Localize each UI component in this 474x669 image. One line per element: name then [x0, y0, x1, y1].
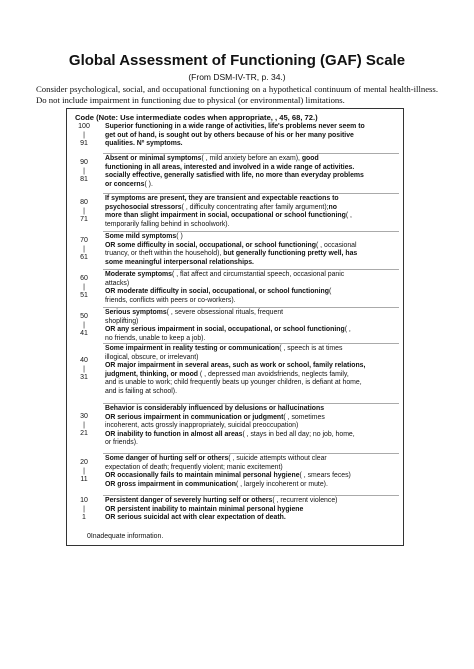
bold-text: or concerns [105, 180, 145, 188]
plain-text: illogical, obscure, or irrelevant) [105, 353, 199, 361]
row-description [105, 155, 397, 189]
row-separator [103, 343, 399, 344]
row-description [105, 123, 397, 149]
plain-text: temporarily falling behind in schoolwork). [105, 220, 230, 228]
row-description [105, 405, 397, 448]
row-description [105, 195, 397, 229]
code-range [67, 159, 101, 185]
description-line [105, 431, 397, 440]
code-high: 60 [80, 275, 88, 282]
bold-text: OR some difficulty in social, occupational, or school functioning [105, 241, 316, 249]
code-high: 50 [80, 313, 88, 320]
code-range [67, 123, 101, 149]
plain-text: ( , sometimes [283, 413, 325, 421]
description-line [105, 472, 397, 481]
code-low: 41 [80, 330, 88, 337]
code-range [67, 275, 101, 301]
code-note: Code (Note: Use intermediate codes when appropriate, , 45, 68, 72.) [75, 113, 318, 122]
description-line [105, 195, 397, 204]
code-high: 100 [78, 123, 90, 130]
description-line [105, 362, 397, 371]
code-low: 11 [80, 476, 88, 483]
bold-text: OR inability to function in almost all areas [105, 430, 243, 438]
bold-text: OR gross impairment in communication [105, 480, 236, 488]
description-line [105, 388, 397, 397]
plain-text: friends, conflicts with peers or co-workers). [105, 296, 236, 304]
code-low: 1 [82, 514, 86, 521]
row-separator [103, 495, 399, 496]
code-range [67, 497, 101, 523]
code-bar: | [83, 245, 85, 253]
description-line [105, 309, 397, 318]
row-separator [103, 453, 399, 454]
code-bar: | [83, 283, 85, 291]
description-line [105, 371, 397, 380]
plain-text: ( , occasional [315, 241, 357, 249]
bold-text: OR persistent inability to maintain minimal personal hygiene [105, 505, 304, 513]
plain-text: ( , severe obsessional rituals, frequent [166, 309, 284, 316]
bold-text: Absent or minimal symptoms [105, 155, 202, 162]
code-bar: | [83, 321, 85, 329]
plain-text: and is unable to work; child frequently beats up younger children, is defiant at home, [105, 379, 362, 386]
description-line [105, 318, 397, 327]
code-low: 51 [80, 292, 88, 299]
row-description [105, 455, 397, 489]
code-range [67, 199, 101, 225]
code-bar: | [83, 421, 85, 429]
description-line [105, 250, 397, 259]
plain-text: ( , smears feces) [299, 472, 351, 479]
description-line [105, 405, 397, 414]
row-description [105, 233, 397, 267]
description-line [105, 379, 397, 388]
code-bar: | [83, 505, 85, 513]
plain-text: and is failing at school). [105, 387, 178, 395]
description-line [105, 172, 397, 181]
row-description [105, 497, 397, 523]
plain-text: ( , recurrent violence) [272, 497, 338, 504]
bold-text: socially effective, generally satisfied with life, no more than everyday problems [105, 172, 364, 179]
description-line [105, 155, 397, 164]
code-high: 70 [80, 237, 88, 244]
description-line [105, 280, 397, 289]
plain-text: ( [328, 288, 332, 295]
plain-text: ( , suicide attempts without clear [228, 455, 327, 462]
row-separator [103, 403, 399, 404]
description-line [105, 464, 397, 473]
description-line [105, 345, 397, 354]
bold-text: functioning in all areas, interested and involved in a wide range of activities. [105, 163, 355, 171]
code-low: 61 [80, 254, 88, 261]
description-line [105, 164, 397, 173]
description-line [105, 455, 397, 464]
page-title: Global Assessment of Functioning (GAF) Scale [68, 52, 406, 69]
code-range [67, 413, 101, 439]
code-low: 31 [80, 374, 88, 381]
description-line [105, 212, 397, 221]
row-separator [103, 193, 399, 194]
code-high: 80 [80, 199, 88, 206]
plain-text: ( , largely incoherent or mute). [235, 480, 328, 488]
bold-text: get out of hand, is sought out by others because of his or her many positive [105, 131, 354, 139]
row-separator [103, 153, 399, 154]
bold-text: good [301, 155, 319, 162]
code-bar: | [83, 131, 85, 139]
code-low: 71 [80, 216, 88, 223]
description-line [105, 259, 397, 268]
description-line [105, 221, 397, 230]
code-high: 10 [80, 497, 88, 504]
intro-paragraph: Consider psychological, social, and occupational functioning on a hypothetical continuum of mental health-illness. Do not include impairment in functioning due to physical (or environmental) limitations. [36, 84, 438, 105]
bold-text: judgment, thinking, or mood [105, 370, 199, 378]
description-line [105, 233, 397, 242]
bold-text: but generally functioning pretty well, has [223, 250, 358, 257]
code-range [67, 459, 101, 485]
description-line [105, 123, 397, 132]
description-line [105, 414, 397, 423]
code-low: 21 [80, 430, 88, 437]
bold-text: Serious symptoms [105, 309, 167, 316]
description-line [105, 354, 397, 363]
bold-text: If symptoms are present, they are transient and expectable reactions to [105, 195, 339, 202]
row-separator [103, 269, 399, 270]
plain-text: ( ). [144, 180, 153, 188]
description-line [105, 506, 397, 515]
bold-text: some meaningful interpersonal relationships. [105, 258, 254, 266]
code-high: 20 [80, 459, 88, 466]
plain-text: ( , [344, 326, 351, 333]
plain-text: or friends). [105, 439, 138, 446]
bold-text: no [328, 203, 337, 211]
description-line [105, 140, 397, 149]
bold-text: OR major impairment in several areas, such as work or school, family relations, [105, 362, 366, 369]
plain-text: ( , flat affect and circumstantial speech, occasional panic [172, 271, 345, 278]
description-line [105, 481, 397, 490]
plain-text: attacks) [105, 279, 130, 287]
description-line [105, 439, 397, 448]
bold-text: Persistent danger of severely hurting self or others [105, 497, 273, 504]
bold-text: Some mild symptoms [105, 233, 177, 240]
row-separator [103, 307, 399, 308]
code-range [67, 357, 101, 383]
gaf-scale-box [66, 108, 404, 546]
description-line [105, 335, 397, 344]
code-bar: | [83, 207, 85, 215]
code-bar: | [83, 167, 85, 175]
plain-text: ( , difficulty concentrating after family argument); [181, 203, 329, 211]
bold-text: OR occasionally fails to maintain minimal personal hygiene [105, 472, 300, 479]
bold-text: OR serious suicidal act with clear expectation of death. [105, 514, 286, 521]
plain-text: truancy, or theft within the household), [105, 250, 224, 257]
plain-text: ( , speech is at times [279, 345, 343, 352]
bold-text: Behavior is considerably influenced by delusions or hallucinations [105, 405, 325, 412]
code-range [67, 313, 101, 339]
code-bar: | [83, 467, 85, 475]
plain-text: ( , depressed man avoidsfriends, neglects family, [198, 370, 349, 378]
description-line [105, 271, 397, 280]
description-line [105, 242, 397, 251]
row-description [105, 271, 397, 305]
inadequate-information-note: 0Inadequate information. [87, 533, 164, 540]
code-low: 81 [80, 176, 88, 183]
page-subtitle: (From DSM-IV-TR, p. 34.) [188, 72, 286, 82]
row-separator [103, 231, 399, 232]
plain-text: shoplifting) [105, 317, 139, 325]
description-line [105, 204, 397, 213]
bold-text: Some danger of hurting self or others [105, 455, 229, 462]
description-line [105, 297, 397, 306]
row-description [105, 345, 397, 396]
description-line [105, 181, 397, 190]
bold-text: OR any serious impairment in social, occupational, or school functioning [105, 326, 345, 333]
code-range [67, 237, 101, 263]
code-bar: | [83, 365, 85, 373]
plain-text: expectation of death; frequently violent; manic excitement) [105, 463, 283, 471]
plain-text: ( , stays in bed all day; no job, home, [242, 430, 355, 438]
bold-text: Some impairment in reality testing or communication [105, 345, 280, 352]
plain-text: no friends, unable to keep a job). [105, 334, 206, 342]
plain-text: ( ) [176, 233, 183, 240]
code-high: 30 [80, 413, 88, 420]
description-line [105, 326, 397, 335]
bold-text: qualities. Nº symptoms. [105, 140, 183, 147]
bold-text: more than slight impairment in social, occupational or school functioning [105, 212, 346, 219]
description-line [105, 132, 397, 141]
bold-text: Superior functioning in a wide range of activities, life's problems never seem to [105, 123, 365, 130]
code-high: 90 [80, 159, 88, 166]
bold-text: psychosocial stressors [105, 203, 182, 211]
bold-text: Moderate symptoms [105, 271, 173, 278]
code-high: 40 [80, 357, 88, 364]
bold-text: OR moderate difficulty in social, occupational, or school functioning [105, 288, 329, 295]
bold-text: OR serious impairment in communication or judgment [105, 413, 284, 421]
row-description [105, 309, 397, 343]
code-low: 91 [80, 140, 88, 147]
description-line [105, 497, 397, 506]
description-line [105, 422, 397, 431]
plain-text: ( , [345, 212, 352, 219]
description-line [105, 288, 397, 297]
plain-text: incoherent, acts grossly inappropriately, suicidal preoccupation) [105, 422, 299, 429]
description-line [105, 514, 397, 523]
plain-text: ( , mild anxiety before an exam), [201, 155, 302, 162]
